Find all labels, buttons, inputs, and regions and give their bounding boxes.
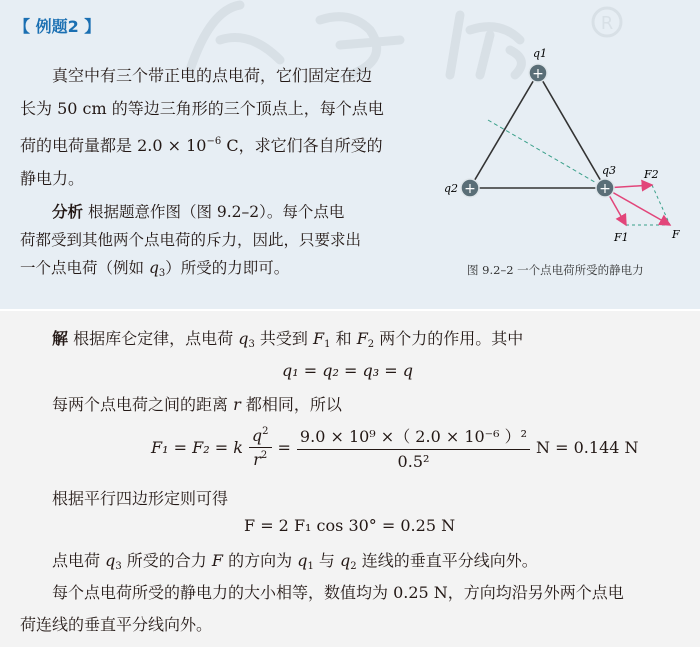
analysis-line-2: 荷都受到其他两个点电荷的斥力，因此，只要求出	[20, 231, 362, 249]
analysis-line-3: 一个点电荷（例如 $q_3$）所受的力即可。	[20, 259, 290, 279]
equation-charges: q₁ = q₂ = q₃ = q	[282, 361, 413, 380]
conclusion-line-1: 每个点电荷所受的静电力的大小相等，数值均为 0.25 N，方向均沿另外两个点电	[52, 583, 624, 602]
force-diagram	[430, 45, 690, 260]
svg-text:R: R	[600, 13, 614, 34]
parallelogram-rule: 根据平行四边形定则可得	[52, 489, 229, 508]
analysis-paragraph	[20, 198, 420, 288]
charge-q2-icon	[461, 179, 479, 197]
label-q1: q1	[533, 47, 548, 60]
svg-text:+: +	[532, 66, 544, 82]
triangle-side-left	[470, 73, 538, 188]
fraction-q-over-r: $\frac{q^2}{r^2}$	[249, 426, 272, 469]
problem-line-3: 荷的电荷量都是 $2.0 \times 10^{-6}$ C，求它们各自所受的	[20, 136, 383, 155]
equation-resultant: F = 2 F₁ cos 30° = 0.25 N	[244, 516, 456, 535]
charge-q3-icon	[596, 179, 614, 197]
label-q3: q3	[602, 164, 617, 177]
bisector-dashed-line	[488, 120, 605, 188]
analysis-line-1: 分析 根据题意作图（图 9.2–2）。每个点电	[52, 203, 345, 221]
label-f: F	[672, 228, 680, 241]
divider	[0, 309, 700, 311]
triangle-side-right	[538, 73, 605, 188]
svg-text:+: +	[599, 181, 611, 197]
label-q2: q2	[444, 182, 459, 195]
problem-line-2: 长为 50 cm 的等边三角形的三个顶点上，每个点电	[20, 99, 384, 118]
label-f1: F1	[614, 231, 629, 244]
solution-intro: 解 根据库仑定律，点电荷 $q_3$ 共受到 $F_1$ 和 $F_2$ 两个力的作用。其中	[52, 329, 524, 350]
example-heading: 【 例题2 】	[14, 17, 101, 36]
solution-label: 解	[52, 329, 69, 348]
parallelogram-dashed-1	[652, 185, 670, 225]
direction-statement: 点电荷 $q_3$ 所受的合力 F 的方向为 $q_1$ 与 $q_2$ 连线的垂直平分线向外。	[52, 551, 538, 572]
svg-text:+: +	[464, 181, 476, 197]
distance-statement: 每两个点电荷之间的距离 r 都相同，所以	[52, 395, 342, 414]
problem-line-4: 静电力。	[20, 169, 85, 188]
problem-statement	[20, 59, 420, 195]
fraction-numeric: $\frac{\text{9.0 × 10⁹ ×（ 2.0 × 10⁻⁶ ）²}}{\text{0.5²}}$	[297, 424, 530, 471]
problem-line-1: 真空中有三个带正电的点电荷，它们固定在边	[52, 66, 373, 85]
equation-coulomb: F₁ = F₂ = k $\frac{q^2}{r^2}$ = $\frac{\text{9.0 × 10⁹ ×（ 2.0 × 10⁻⁶ ）²}}{\text{0.5²}}$ N = 0.144 N	[151, 426, 639, 471]
charge-q1-icon	[529, 64, 547, 82]
analysis-label: 分析	[52, 203, 84, 221]
conclusion-line-2: 荷连线的垂直平分线向外。	[20, 615, 213, 634]
label-f2: F2	[644, 168, 659, 181]
figure-caption: 图 9.2–2 一个点电荷所受的静电力	[467, 263, 644, 277]
